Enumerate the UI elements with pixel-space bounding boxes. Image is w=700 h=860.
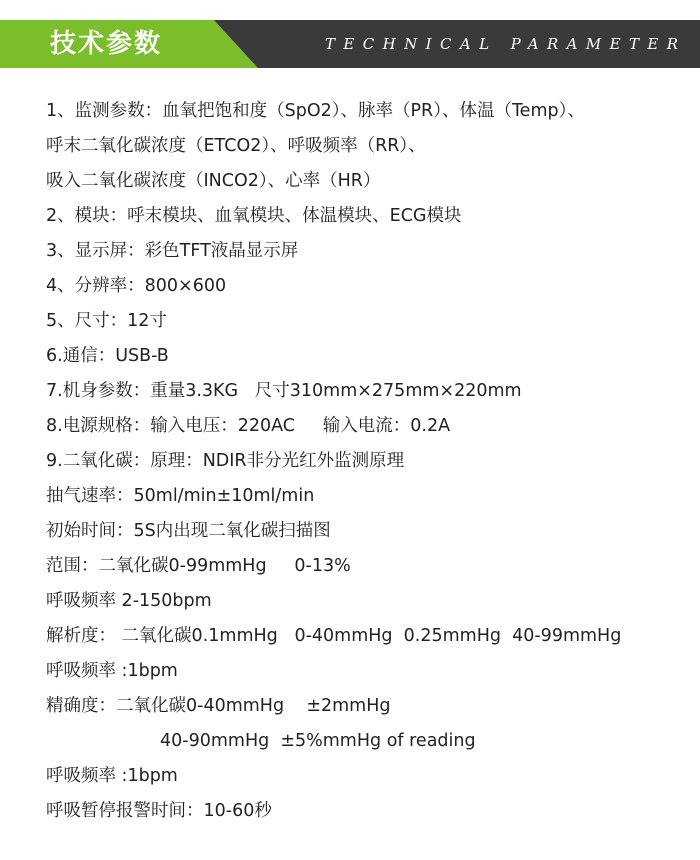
spec-line-monitoring-params-cont-2: 吸入二氧化碳浓度（INCO2）、心率（HR） — [46, 171, 381, 191]
spec-line-resolution: 4、分辨率：800×600 — [46, 276, 227, 296]
spec-line-resolution-resp-rate: 呼吸频率 :1bpm — [46, 661, 178, 681]
spec-line-range: 范围：二氧化碳0-99mmHg 0-13% — [46, 556, 351, 576]
section-header — [0, 20, 700, 68]
spec-line-monitoring-params: 1、监测参数：血氧把饱和度（SpO2）、脉率（PR）、体温（Temp）、 — [46, 101, 585, 121]
spec-line-accuracy-cont: 40-90mmHg ±5%mmHg of reading — [160, 731, 476, 751]
spec-line-initial-time: 初始时间：5S内出现二氧化碳扫描图 — [46, 521, 331, 541]
spec-line-accuracy-resp-rate: 呼吸频率 :1bpm — [46, 766, 178, 786]
spec-line-size: 5、尺寸：12寸 — [46, 311, 167, 331]
spec-line-body-params: 7.机身参数：重量3.3KG 尺寸310mm×275mm×220mm — [46, 381, 522, 401]
section-subtitle: TECHNICAL PARAMETER — [325, 35, 687, 53]
spec-line-display: 3、显示屏：彩色TFT液晶显示屏 — [46, 241, 299, 261]
spec-line-monitoring-params-cont-1: 呼末二氧化碳浓度（ETCO2）、呼吸频率（RR）、 — [46, 136, 426, 156]
spec-line-co2-principle: 9.二氧化碳：原理：NDIR非分光红外监测原理 — [46, 451, 405, 471]
spec-line-sampling-rate: 抽气速率：50ml/min±10ml/min — [46, 486, 315, 506]
spec-line-resolution-co2: 解析度： 二氧化碳0.1mmHg 0-40mmHg 0.25mmHg 40-99mmHg — [46, 626, 622, 646]
spec-line-apnea-alarm: 呼吸暂停报警时间：10-60秒 — [46, 801, 272, 821]
spec-line-communication: 6.通信：USB-B — [46, 346, 169, 366]
spec-list — [46, 94, 694, 829]
spec-line-modules: 2、模块：呼末模块、血氧模块、体温模块、ECG模块 — [46, 206, 462, 226]
section-title: 技术参数 — [50, 29, 163, 59]
spec-line-power: 8.电源规格：输入电压：220AC 输入电流：0.2A — [46, 416, 451, 436]
spec-line-range-resp-rate: 呼吸频率 2-150bpm — [46, 591, 212, 611]
spec-line-accuracy: 精确度：二氧化碳0-40mmHg ±2mmHg — [46, 696, 391, 716]
